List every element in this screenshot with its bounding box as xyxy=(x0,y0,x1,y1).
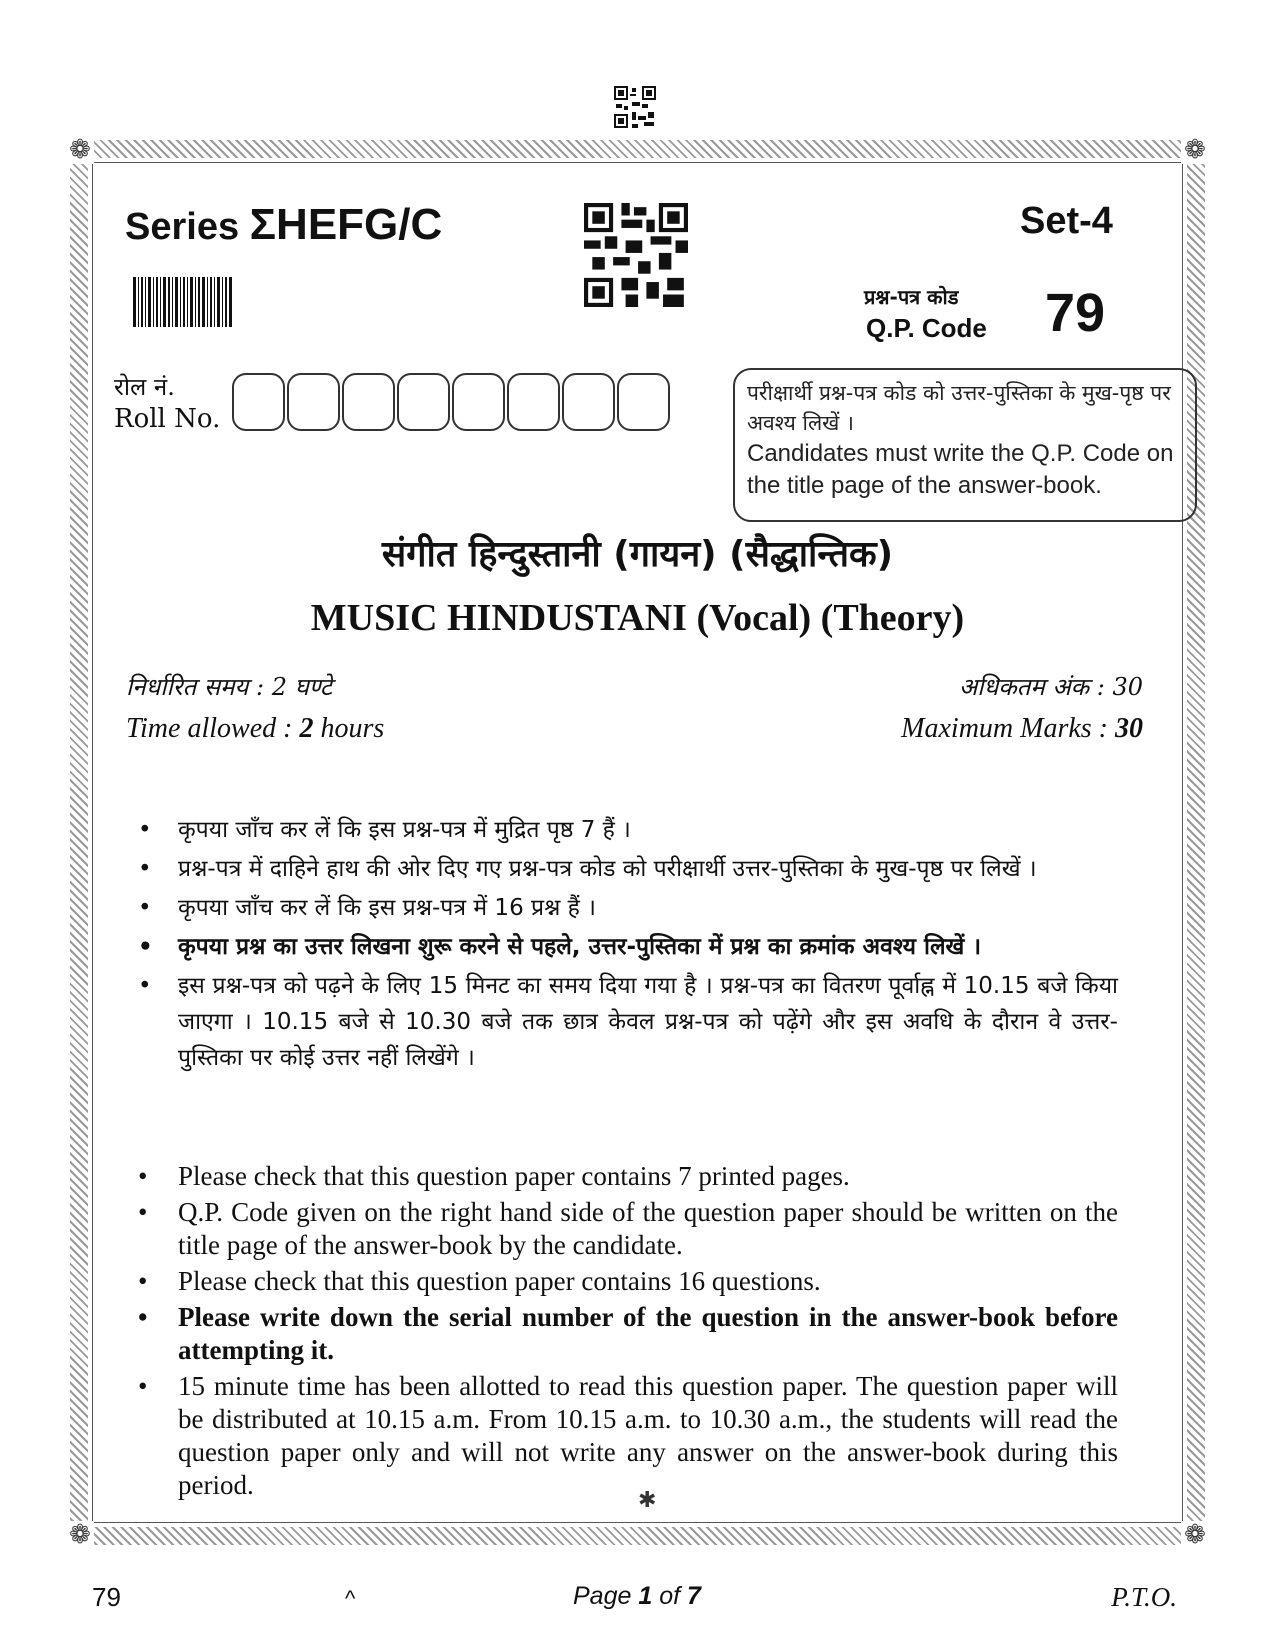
notice-text-hindi: परीक्षार्थी प्रश्न-पत्र कोड को उत्तर-पुस्तिका के मुख-पृष्ठ पर अवश्य लिखें । xyxy=(747,381,1171,435)
time-allowed xyxy=(126,713,384,745)
qp-code-number: 79 xyxy=(1045,283,1106,343)
subject-title: MUSIC HINDUSTANI (Vocal) (Theory) xyxy=(310,597,965,639)
qr-code-small-icon xyxy=(614,86,656,128)
footer-qp-code: 79 xyxy=(92,1582,121,1612)
roll-digit-box[interactable] xyxy=(452,373,505,431)
time-allowed-prefix: Time allowed : xyxy=(126,713,300,744)
maximum-marks-hindi: अधिकतम अंक : 30 xyxy=(958,673,1143,701)
corner-ornament-icon: ❁ xyxy=(1181,136,1209,164)
qp-code-label: Q.P. Code xyxy=(866,313,987,343)
page-current: 1 xyxy=(638,1582,653,1610)
roll-digit-box[interactable] xyxy=(617,373,670,431)
instruction-item: • प्रश्न-पत्र में दाहिने हाथ की ओर दिए गए प्रश्न-पत्र कोड को परीक्षार्थी उत्तर-पुस्तिका के मुख-पृष्ठ पर लिखें । xyxy=(138,851,1118,887)
roll-digit-box[interactable] xyxy=(562,373,615,431)
instruction-item: • इस प्रश्न-पत्र को पढ़ने के लिए 15 मिनट का समय दिया गया है । प्रश्न-पत्र का वितरण पूर्वाह्न में 10.15 बजे किया जाएगा । 10.15 बजे से 10.30 बजे तक छात्र केवल प्रश्न-पत्र को पढ़ेंगे और इस अवधि के दौरान वे उत्तर-पुस्तिका पर कोई उत्तर नहीं लिखेंगे । xyxy=(138,968,1118,1076)
please-turn-over: P.T.O. xyxy=(1111,1582,1177,1612)
series-code: ΣHEFG/C xyxy=(249,200,443,249)
roll-no-label-hindi: रोल नं. xyxy=(114,373,175,401)
set-number: Set-4 xyxy=(1020,200,1113,242)
corner-ornament-icon: ❁ xyxy=(66,136,94,164)
instruction-item: • Please check that this question paper contains 7 printed pages. xyxy=(138,1160,1118,1193)
maximum-marks xyxy=(901,713,1143,745)
roll-digit-box[interactable] xyxy=(342,373,395,431)
page-total: 7 xyxy=(687,1582,701,1610)
roll-digit-box[interactable] xyxy=(507,373,560,431)
instruction-item: • Q.P. Code given on the right hand side of the question paper should be written on the title page of the answer-book by the candidate. xyxy=(138,1196,1118,1262)
roll-digit-box[interactable] xyxy=(232,373,285,431)
qp-code-notice-box xyxy=(733,368,1197,522)
corner-ornament-icon: ❁ xyxy=(66,1521,94,1549)
time-allowed-value: 2 xyxy=(299,713,314,744)
instructions-list xyxy=(138,1160,1118,1505)
bottom-ornament-icon: ✱ xyxy=(634,1488,660,1513)
series-label: Series xyxy=(125,206,240,248)
page-number xyxy=(573,1582,701,1611)
time-allowed-suffix: hours xyxy=(313,713,385,744)
page-of: of xyxy=(652,1582,687,1610)
qp-code-label-hindi: प्रश्न-पत्र कोड xyxy=(864,285,959,309)
time-allowed-hindi: निर्धारित समय : 2 घण्टे xyxy=(126,673,333,701)
maximum-marks-value: 30 xyxy=(1115,713,1143,744)
instruction-item: • 15 minute time has been allotted to read this question paper. The question paper will be distributed at 10.15 a.m. From 10.15 a.m. to 10.30 a.m., the students will read the question paper only and will not write any answer on the answer-book during this period. xyxy=(138,1370,1118,1502)
instructions-list-hindi xyxy=(138,812,1118,1079)
notice-text: Candidates must write the Q.P. Code on the title page of the answer-book. xyxy=(747,440,1174,499)
instruction-item: • कृपया प्रश्न का उत्तर लिखना शुरू करने से पहले, उत्तर-पुस्तिका में प्रश्न का क्रमांक अवश्य लिखें । xyxy=(138,929,1118,965)
series-heading xyxy=(125,200,442,250)
instruction-item: • कृपया जाँच कर लें कि इस प्रश्न-पत्र में 16 प्रश्न हैं । xyxy=(138,890,1118,926)
maximum-marks-prefix: Maximum Marks : xyxy=(901,713,1115,744)
roll-number-boxes xyxy=(232,373,672,431)
footer-caret-mark: ^ xyxy=(345,1586,356,1611)
instruction-item: • Please write down the serial number of the question in the answer-book before attempting it. xyxy=(138,1301,1118,1367)
subject-title-hindi: संगीत हिन्दुस्तानी (गायन) (सैद्धान्तिक) xyxy=(381,534,894,575)
roll-no-label: Roll No. xyxy=(114,404,221,434)
roll-digit-box[interactable] xyxy=(287,373,340,431)
barcode-icon xyxy=(133,277,233,327)
qr-code-icon xyxy=(582,203,690,307)
corner-ornament-icon: ❁ xyxy=(1181,1521,1209,1549)
instruction-item: • Please check that this question paper contains 16 questions. xyxy=(138,1265,1118,1298)
roll-digit-box[interactable] xyxy=(397,373,450,431)
page-prefix: Page xyxy=(573,1582,639,1610)
instruction-item: • कृपया जाँच कर लें कि इस प्रश्न-पत्र में मुद्रित पृष्ठ 7 हैं । xyxy=(138,812,1118,848)
